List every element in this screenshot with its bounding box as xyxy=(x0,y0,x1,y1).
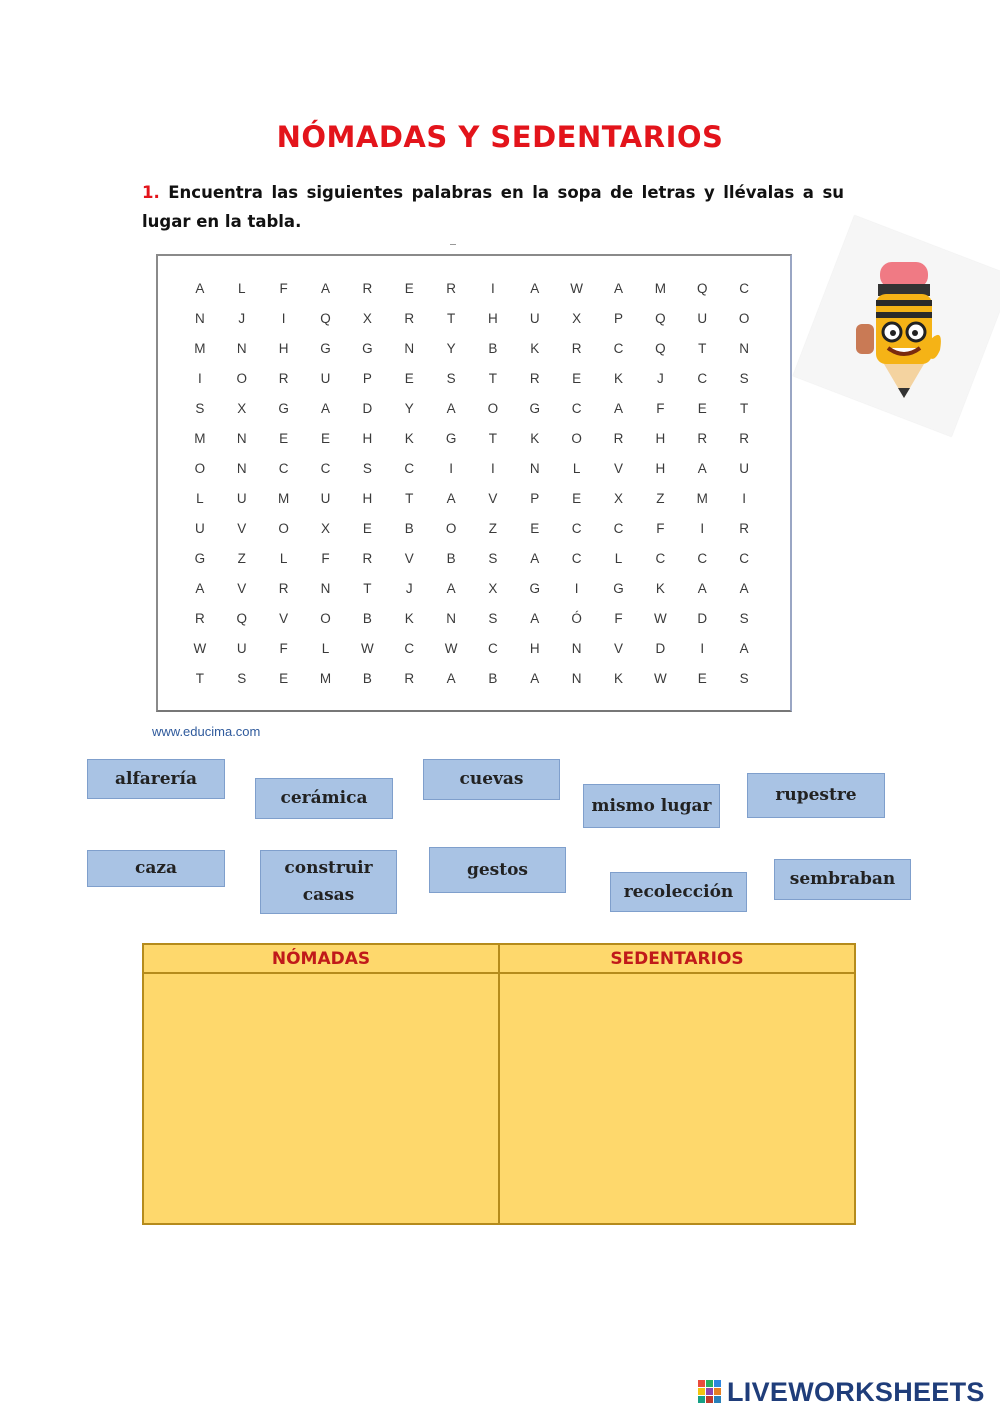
word-search-letter: X xyxy=(237,400,247,416)
word-search-letter: V xyxy=(613,640,623,656)
word-search-letter: Ó xyxy=(571,610,582,626)
word-search-letter: B xyxy=(362,610,372,626)
word-search-letter: A xyxy=(195,580,205,596)
word-chip-construir-casas[interactable] xyxy=(260,850,397,914)
word-search-letter: B xyxy=(488,340,498,356)
word-search-letter: X xyxy=(320,520,330,536)
divider-mark xyxy=(450,244,456,245)
word-search-letter: K xyxy=(655,580,665,596)
word-search-letter: V xyxy=(237,580,247,596)
word-search-letter: S xyxy=(488,610,498,626)
word-search-letter: G xyxy=(529,400,541,416)
word-search-letter: N xyxy=(320,580,331,596)
word-search-letter: K xyxy=(613,670,623,686)
word-search-letter: T xyxy=(698,340,707,356)
word-search-letter: F xyxy=(279,280,288,296)
word-search-letter: I xyxy=(700,520,705,536)
word-chip-construir-line2: casas xyxy=(302,885,355,905)
word-search-letter: X xyxy=(362,310,372,326)
word-search-letter: L xyxy=(238,280,246,296)
word-search-letter: N xyxy=(446,610,456,626)
word-search-letter: C xyxy=(613,340,624,356)
word-search-letter: K xyxy=(530,430,540,446)
word-search-letter: C xyxy=(739,550,749,566)
word-search-letter: U xyxy=(236,490,247,506)
nomadas-column xyxy=(144,945,500,1223)
word-chip-rupestre[interactable]: rupestre xyxy=(747,773,885,818)
word-search-letter: N xyxy=(236,460,247,476)
word-search-letter: O xyxy=(194,460,206,476)
word-search-letter: F xyxy=(656,400,665,416)
word-search-letter: I xyxy=(491,460,495,476)
word-search-grid xyxy=(179,273,765,693)
word-search-letter: H xyxy=(655,430,666,446)
word-search-letter: B xyxy=(404,520,414,536)
word-search-letter: S xyxy=(739,370,749,386)
word-search-letter: A xyxy=(446,670,456,686)
word-search-letter: W xyxy=(360,640,374,656)
word-search-letter: M xyxy=(194,340,206,356)
word-search-letter: L xyxy=(279,550,288,566)
source-credit: www.educima.com xyxy=(152,724,261,739)
word-search-letter: N xyxy=(404,340,415,356)
word-search-letter: L xyxy=(572,460,581,476)
word-search-letter: D xyxy=(655,640,666,656)
word-search-letter: R xyxy=(529,370,540,386)
word-search-letter: C xyxy=(488,640,498,656)
word-search-letter: S xyxy=(237,670,247,686)
word-search-letter: R xyxy=(613,430,624,446)
word-search-letter: E xyxy=(697,400,707,416)
word-search-letter: R xyxy=(362,550,373,566)
word-chip-alfareria[interactable]: alfarería xyxy=(87,759,225,799)
word-chip-mismo-lugar[interactable]: mismo lugar xyxy=(583,784,720,828)
word-search-letter: R xyxy=(195,610,205,626)
word-search-letter: C xyxy=(571,520,582,536)
word-search-letter: M xyxy=(696,490,708,506)
word-search-letter: C xyxy=(697,370,708,386)
liveworksheets-logo xyxy=(698,1377,985,1407)
instruction-text xyxy=(142,178,844,236)
word-search-letter: E xyxy=(320,430,330,446)
word-search-letter: G xyxy=(320,340,331,356)
word-search-letter: Z xyxy=(656,490,665,506)
word-search-letter: Y xyxy=(446,340,456,356)
liveworksheets-logo-icon xyxy=(698,1380,722,1404)
word-search-letter: E xyxy=(572,490,582,506)
word-search-letter: W xyxy=(653,670,667,686)
word-search-letter: P xyxy=(530,490,540,506)
word-search-letter: Q xyxy=(655,310,666,326)
word-search-letter: M xyxy=(319,670,332,686)
word-search-letter: G xyxy=(529,580,541,596)
word-search-letter: S xyxy=(446,370,456,386)
word-chip-cuevas[interactable]: cuevas xyxy=(423,759,560,800)
word-search-letter: J xyxy=(405,580,413,596)
word-search-letter: W xyxy=(444,640,458,656)
instruction-number: 1. xyxy=(142,183,160,202)
word-search-letter: V xyxy=(279,610,289,626)
nomadas-header: NÓMADAS xyxy=(144,945,498,974)
word-search-letter: F xyxy=(614,610,623,626)
word-search-letter: V xyxy=(488,490,498,506)
word-search-letter: K xyxy=(613,370,623,386)
word-search-letter: J xyxy=(238,310,246,326)
word-search-letter: R xyxy=(404,310,415,326)
word-search-letter: A xyxy=(697,460,707,476)
word-search-letter: R xyxy=(278,580,289,596)
word-search-letter: M xyxy=(194,430,206,446)
word-search-letter: B xyxy=(446,550,456,566)
word-search-letter: R xyxy=(278,370,289,386)
word-search-letter: R xyxy=(404,670,415,686)
word-search-letter: E xyxy=(279,670,289,686)
word-search-letter: V xyxy=(404,550,414,566)
word-search-letter: T xyxy=(405,490,414,506)
word-search-letter: E xyxy=(697,670,707,686)
word-search-letter: T xyxy=(739,400,749,416)
word-search-letter: L xyxy=(196,490,204,506)
word-search-letter: O xyxy=(278,520,289,536)
classification-table xyxy=(142,943,856,1225)
word-search-letter: C xyxy=(739,280,749,296)
word-search-letter: U xyxy=(320,490,331,506)
word-search-letter: Q xyxy=(320,310,331,326)
word-search-letter: P xyxy=(613,310,623,326)
word-search-letter: H xyxy=(362,430,373,446)
word-search-letter: A xyxy=(530,550,540,566)
word-search-letter: R xyxy=(362,280,373,296)
word-search-letter: C xyxy=(571,550,582,566)
word-search-letter: O xyxy=(571,430,582,446)
sedentarios-drop-zone[interactable] xyxy=(500,974,854,1223)
word-search-letter: R xyxy=(739,520,749,536)
word-search-letter: G xyxy=(194,550,206,566)
word-search-letter: P xyxy=(362,370,372,386)
word-search-letter: N xyxy=(571,640,582,656)
word-search-letter: T xyxy=(195,670,205,686)
word-search-letter: A xyxy=(446,490,456,506)
word-search-letter: R xyxy=(571,340,582,356)
sedentarios-column xyxy=(500,945,854,1223)
word-search-letter: A xyxy=(320,400,330,416)
word-search-letter: G xyxy=(613,580,624,596)
instruction-body: Encuentra las siguientes palabras en la sopa de letras y llévalas a su lugar en la tabla. xyxy=(142,183,845,231)
word-search-letter: Q xyxy=(236,610,248,626)
word-search-letter: A xyxy=(613,400,623,416)
word-search-letter: Q xyxy=(655,340,666,356)
word-search-letter: U xyxy=(320,370,331,386)
word-chip-caza[interactable]: caza xyxy=(87,850,225,887)
word-search-letter: N xyxy=(571,670,582,686)
word-search-letter: N xyxy=(236,430,247,446)
word-search-letter: T xyxy=(488,430,498,446)
word-search-letter: L xyxy=(321,640,330,656)
word-search-letter: E xyxy=(362,520,372,536)
word-search-letter: C xyxy=(697,550,708,566)
word-search-letter: H xyxy=(655,460,666,476)
word-search-letter: E xyxy=(279,430,289,446)
word-search-letter: I xyxy=(449,460,453,476)
word-search-letter: J xyxy=(656,370,664,386)
page-title: NÓMADAS Y SEDENTARIOS xyxy=(276,120,724,154)
word-chip-construir-line1: construir xyxy=(284,858,373,878)
word-search-letter: U xyxy=(195,520,205,536)
nomadas-drop-zone[interactable] xyxy=(144,974,498,1223)
word-search-letter: T xyxy=(363,580,372,596)
word-search-letter: G xyxy=(278,400,289,416)
word-chip-sembraban[interactable]: sembraban xyxy=(774,859,911,900)
word-search-letter: M xyxy=(654,280,666,296)
word-search-letter: A xyxy=(530,670,540,686)
word-search-letter: S xyxy=(739,610,749,626)
word-search-letter: A xyxy=(613,280,623,296)
word-search-letter: A xyxy=(320,280,330,296)
word-search-letter: N xyxy=(195,310,205,326)
word-search-letter: I xyxy=(742,490,746,506)
word-search-letter: D xyxy=(697,610,708,626)
word-search-letter: S xyxy=(362,460,372,476)
word-search-letter: C xyxy=(655,550,666,566)
word-chip-gestos[interactable]: gestos xyxy=(429,847,566,893)
word-search-letter: K xyxy=(530,340,540,356)
word-search-letter: U xyxy=(739,460,749,476)
word-search-letter: F xyxy=(279,640,288,656)
word-search-letter: T xyxy=(446,310,456,326)
word-search-letter: Z xyxy=(237,550,246,566)
word-search-puzzle xyxy=(156,254,792,712)
word-search-letter: Q xyxy=(696,280,708,296)
word-search-letter: U xyxy=(529,310,540,326)
word-search-letter: N xyxy=(236,340,247,356)
word-search-letter: B xyxy=(488,670,498,686)
sedentarios-header: SEDENTARIOS xyxy=(500,945,854,974)
word-search-letter: T xyxy=(488,370,498,386)
word-search-letter: F xyxy=(656,520,665,536)
word-search-letter: M xyxy=(278,490,290,506)
word-search-letter: A xyxy=(739,640,749,656)
word-search-letter: N xyxy=(739,340,749,356)
word-search-letter: U xyxy=(236,640,247,656)
word-search-letter: Z xyxy=(488,520,498,536)
word-search-letter: C xyxy=(571,400,582,416)
word-search-letter: C xyxy=(404,460,415,476)
word-search-letter: N xyxy=(529,460,540,476)
word-search-letter: O xyxy=(738,310,750,326)
word-search-letter: Y xyxy=(404,400,414,416)
word-search-letter: W xyxy=(570,280,583,296)
word-search-letter: V xyxy=(237,520,247,536)
word-search-letter: S xyxy=(739,670,749,686)
word-search-letter: S xyxy=(488,550,498,566)
word-search-letter: I xyxy=(700,640,705,656)
word-search-letter: E xyxy=(404,280,414,296)
word-search-letter: O xyxy=(236,370,248,386)
pencil-mascot-icon xyxy=(793,215,1000,436)
word-search-letter: W xyxy=(193,640,207,656)
word-search-letter: C xyxy=(320,460,331,476)
word-search-letter: I xyxy=(574,580,579,596)
word-search-letter: O xyxy=(320,610,331,626)
word-search-letter: W xyxy=(653,610,667,626)
word-search-letter: C xyxy=(278,460,289,476)
word-search-letter: H xyxy=(278,340,289,356)
word-search-letter: A xyxy=(530,610,540,626)
word-search-letter: A xyxy=(195,280,205,296)
word-search-letter: H xyxy=(362,490,373,506)
word-search-letter: D xyxy=(362,400,373,416)
word-search-letter: A xyxy=(739,580,749,596)
word-search-letter: X xyxy=(572,310,582,326)
word-search-letter: X xyxy=(488,580,498,596)
word-search-letter: K xyxy=(404,610,414,626)
word-search-letter: I xyxy=(198,370,202,386)
pencil-mascot-image xyxy=(793,215,1000,436)
word-search-letter: B xyxy=(362,670,372,686)
word-search-letter: I xyxy=(491,280,495,296)
word-search-letter: R xyxy=(697,430,708,446)
word-search-letter: X xyxy=(613,490,623,506)
word-search-letter: V xyxy=(613,460,623,476)
word-chip-ceramica[interactable]: cerámica xyxy=(255,778,393,819)
word-search-letter: H xyxy=(529,640,540,656)
word-search-letter: U xyxy=(697,310,708,326)
word-search-letter: R xyxy=(739,430,749,446)
word-search-letter: F xyxy=(321,550,330,566)
word-search-letter: I xyxy=(281,310,286,326)
word-search-letter: E xyxy=(530,520,540,536)
word-search-letter: C xyxy=(613,520,624,536)
word-search-letter: O xyxy=(445,520,457,536)
word-search-letter: O xyxy=(487,400,499,416)
liveworksheets-brand: LIVEWORKSHEETS xyxy=(727,1376,985,1407)
word-chip-recoleccion[interactable]: recolección xyxy=(610,872,747,912)
word-search-letter: A xyxy=(446,400,456,416)
word-search-letter: A xyxy=(530,280,540,296)
word-search-letter: L xyxy=(614,550,623,566)
word-search-letter: E xyxy=(572,370,582,386)
word-search-letter: G xyxy=(445,430,457,446)
word-search-letter: S xyxy=(195,400,205,416)
word-search-letter: H xyxy=(488,310,498,326)
word-search-letter: K xyxy=(404,430,414,446)
word-search-letter: A xyxy=(697,580,707,596)
word-search-letter: R xyxy=(446,280,456,296)
word-search-letter: G xyxy=(362,340,373,356)
word-search-letter: A xyxy=(446,580,456,596)
word-search-letter: C xyxy=(404,640,415,656)
word-search-letter: E xyxy=(404,370,414,386)
